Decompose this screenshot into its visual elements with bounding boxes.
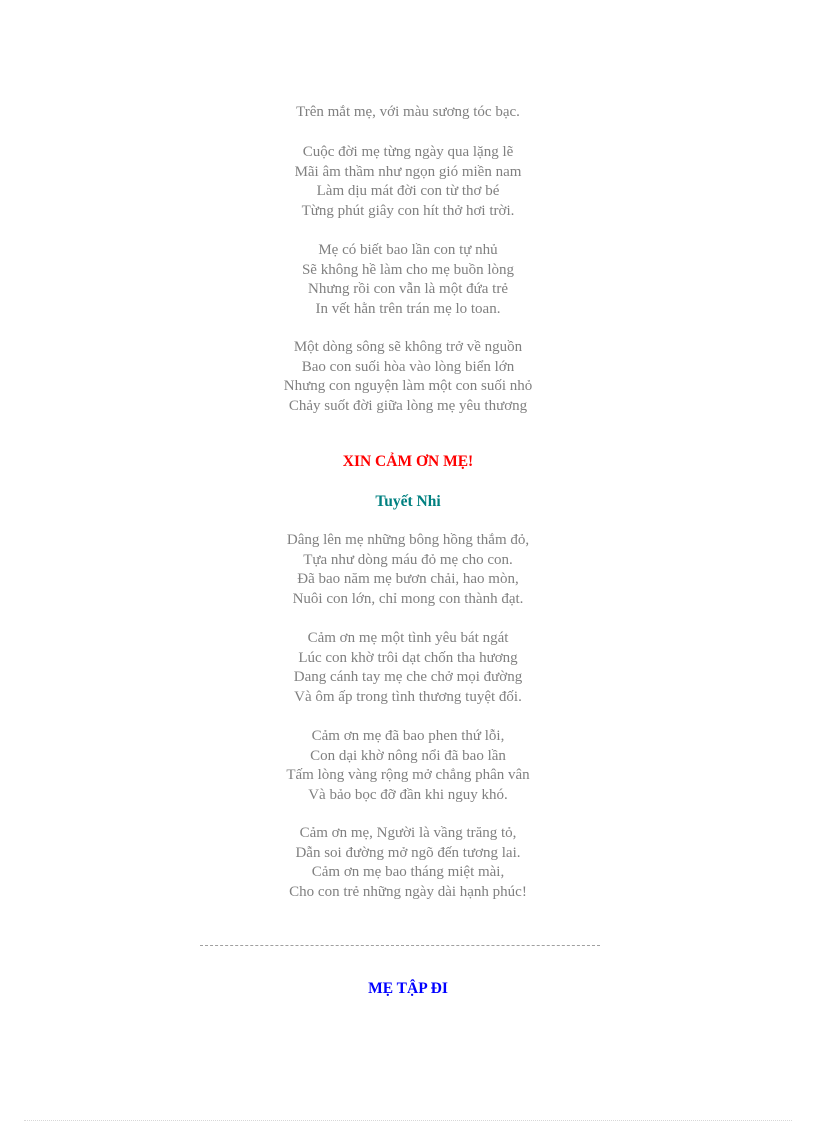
poem1-stanza-0 [0,103,816,123]
verse-line: Cảm ơn mẹ bao tháng miệt mài, [311,864,505,881]
verse-line: Lúc con khờ trôi dạt chốn tha hương [298,649,518,666]
verse-line: Dẫn soi đường mở ngõ đến tương lai. [295,844,521,861]
verse-line: Từng phút giây con hít thở hơi trời. [301,202,515,219]
verse-line: Dâng lên mẹ những bông hồng thắm đỏ, [286,532,530,548]
dashed-separator [200,945,600,946]
verse-line: Đã bao năm mẹ bươn chải, hao mòn, [297,571,519,588]
verse-line: Cảm ơn mẹ đã bao phen thứ lỗi, [311,728,505,744]
page-bottom-rule [24,1120,792,1121]
verse-line: Và bảo bọc đỡ đần khi nguy khó. [308,786,508,803]
verse-line: In vết hằn trên trán mẹ lo toan. [315,300,501,317]
verse-line: Mẹ có biết bao lần con tự nhủ [318,242,498,258]
verse-line: Cuộc đời mẹ từng ngày qua lặng lẽ [302,144,514,160]
verse-line: Sẽ không hề làm cho mẹ buồn lòng [301,261,515,278]
poem-author: Tuyết Nhi [375,493,441,510]
verse-line: Mãi âm thầm như ngọn gió miền nam [294,163,522,180]
poem2-stanza-2 [0,629,816,707]
verse-line: Nhưng rồi con vẫn là một đứa trẻ [308,281,508,298]
verse-line: Dang cánh tay mẹ che chở mọi đường [293,669,523,686]
verse-line: Tựa như dòng máu đỏ mẹ cho con. [303,551,513,568]
verse-line: Và ôm ấp trong tình thương tuyệt đối. [294,688,522,705]
verse-line: Cảm ơn mẹ, Người là vầng trăng tỏ, [299,825,517,841]
poem1-stanza-2 [0,241,816,319]
verse-line: Nuôi con lớn, chỉ mong con thành đạt. [292,590,524,607]
poem2-stanza-1 [0,531,816,609]
verse-line: Bao con suối hòa vào lòng biển lớn [301,358,515,375]
verse-line: Một dòng sông sẽ không trở về nguồn [293,339,523,355]
poem2-stanza-4 [0,824,816,902]
verse-line: Chảy suốt đời giữa lòng mẹ yêu thương [288,397,528,414]
verse-line: Cho con trẻ những ngày dài hạnh phúc! [289,883,527,900]
poem-title: XIN CẢM ƠN MẸ! [342,453,474,470]
verse-line: Con dại khờ nông nổi đã bao lần [310,747,506,764]
poem1-stanza-3 [0,338,816,416]
verse-line: Làm dịu mát đời con từ thơ bé [316,183,500,200]
poem1-stanza-1 [0,143,816,221]
verse-line: Nhưng con nguyện làm một con suối nhỏ [283,378,533,395]
poem2-stanza-3 [0,727,816,805]
verse-line: Cảm ơn mẹ một tình yêu bát ngát [307,630,509,646]
verse-line: Trên mắt mẹ, với màu sương tóc bạc. [296,104,520,120]
poem-title: MẸ TẬP ĐI [368,980,448,997]
verse-line: Tấm lòng vàng rộng mở chẳng phân vân [286,767,530,784]
